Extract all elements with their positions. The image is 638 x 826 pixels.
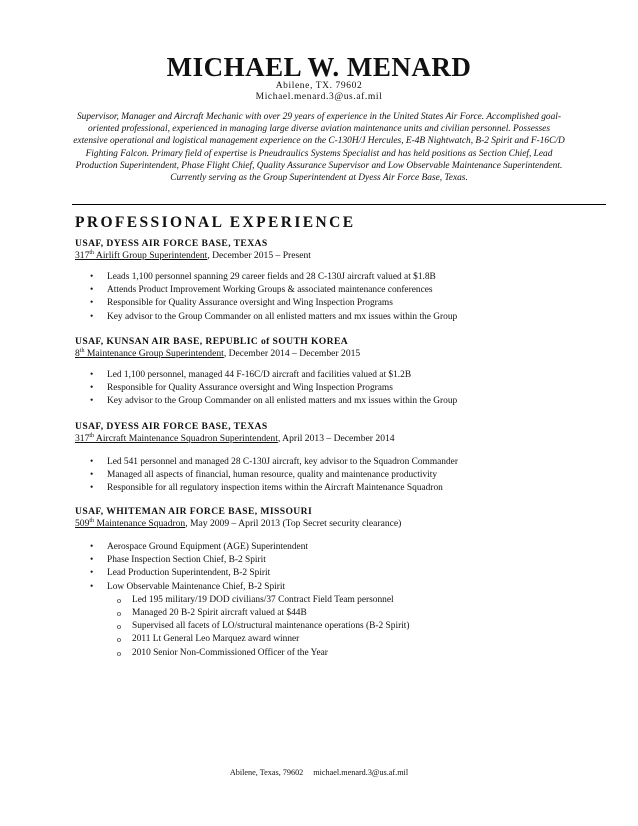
- footer-email: michael.menard.3@us.af.mil: [313, 768, 409, 777]
- job-role: 509th Maintenance Squadron, May 2009 – April 2013 (Top Secret security clearance): [75, 517, 402, 529]
- job-org: USAF, KUNSAN AIR BASE, REPUBLIC of SOUTH KOREA: [75, 336, 349, 347]
- divider-line: [72, 204, 606, 205]
- list-item: • Key advisor to the Group Commander on all enlisted matters and mx issues within the Group: [90, 311, 458, 322]
- sub-list-item: o 2011 Lt General Leo Marquez award winner: [117, 634, 300, 645]
- list-item: • Led 1,100 personnel, managed 44 F-16C/D aircraft and facilities valued at $1.2B: [90, 370, 412, 380]
- summary-paragraph: Supervisor, Manager and Aircraft Mechanic with over 29 years of experience in the United States Air Force. Accomplished goal-oriented professional, experienced in managing large diverse aviation maintenance units and civilian personnel. Possesses extensive operational and logistical management experience on the C-130H/J Hercules, E-4B Nightwatch, B-2 Spirit and F-16C/D Fighting Falcon. Primary field of expertise is Pneudraulics Systems Specialist and has held positions as Section Chief, Lead Production Superintendent, Phase Flight Chief, Quality Assurance Supervisor and Low Observable Maintenance Superintendent. Currently serving as the Group Superintendent at Dyess Air Force Base, Texas.: [73, 112, 565, 184]
- job-entry: [75, 238, 605, 324]
- job-org: USAF, DYESS AIR FORCE BASE, TEXAS: [75, 421, 268, 432]
- sub-list-item: o Supervised all facets of LO/structural maintenance operations (B-2 Spirit): [117, 621, 410, 632]
- sub-list-item: o 2010 Senior Non-Commissioned Officer of the Year: [117, 647, 328, 658]
- sub-list-item: o Led 195 military/19 DOD civilians/37 Contract Field Team personnel: [117, 594, 394, 605]
- contact-city: Abilene, TX. 79602: [275, 81, 363, 91]
- job-entry: [75, 336, 605, 409]
- list-item: • Phase Inspection Section Chief, B-2 Spirit: [90, 555, 266, 566]
- list-item: • Key advisor to the Group Commander on all enlisted matters and mx issues within the Group: [90, 396, 458, 407]
- sub-list-item: o Managed 20 B-2 Spirit aircraft valued at $44B: [117, 608, 307, 619]
- job-role: 317th Aircraft Maintenance Squadron Superintendent, April 2013 – December 2014: [75, 432, 395, 444]
- list-item: • Led 541 personnel and managed 28 C-130J aircraft, key advisor to the Squadron Commander: [90, 457, 458, 467]
- list-item: • Attends Product Improvement Working Groups & associated maintenance conferences: [90, 285, 433, 296]
- job-entry: [75, 421, 605, 496]
- list-item: • Lead Production Superintendent, B-2 Spirit: [90, 568, 271, 579]
- list-item: • Low Observable Maintenance Chief, B-2 Spirit: [90, 581, 286, 592]
- job-org: USAF, DYESS AIR FORCE BASE, TEXAS: [75, 238, 268, 249]
- list-item: • Managed all aspects of financial, human resource, quality and maintenance productivity: [90, 470, 438, 481]
- list-item: • Aerospace Ground Equipment (AGE) Superintendent: [90, 542, 308, 552]
- footer-city: Abilene, Texas, 79602: [229, 768, 304, 777]
- list-item: • Leads 1,100 personnel spanning 29 career fields and 28 C-130J aircraft valued at $1.8B: [90, 272, 436, 282]
- job-entry: [75, 506, 605, 660]
- job-org: USAF, WHITEMAN AIR FORCE BASE, MISSOURI: [75, 506, 313, 517]
- resume-name: MICHAEL W. MENARD: [166, 52, 472, 82]
- contact-email: Michael.menard.3@us.af.mil: [255, 92, 383, 102]
- list-item: • Responsible for Quality Assurance oversight and Wing Inspection Programs: [90, 383, 393, 394]
- job-role: 317th Airlift Group Superintendent, December 2015 – Present: [75, 249, 311, 261]
- section-title: PROFESSIONAL EXPERIENCE: [75, 214, 356, 231]
- page-footer: [0, 768, 638, 777]
- job-role: 8th Maintenance Group Superintendent, December 2014 – December 2015: [75, 347, 361, 359]
- list-item: • Responsible for all regulatory inspection items within the Aircraft Maintenance Squadron: [90, 483, 443, 494]
- list-item: • Responsible for Quality Assurance oversight and Wing Inspection Programs: [90, 298, 393, 309]
